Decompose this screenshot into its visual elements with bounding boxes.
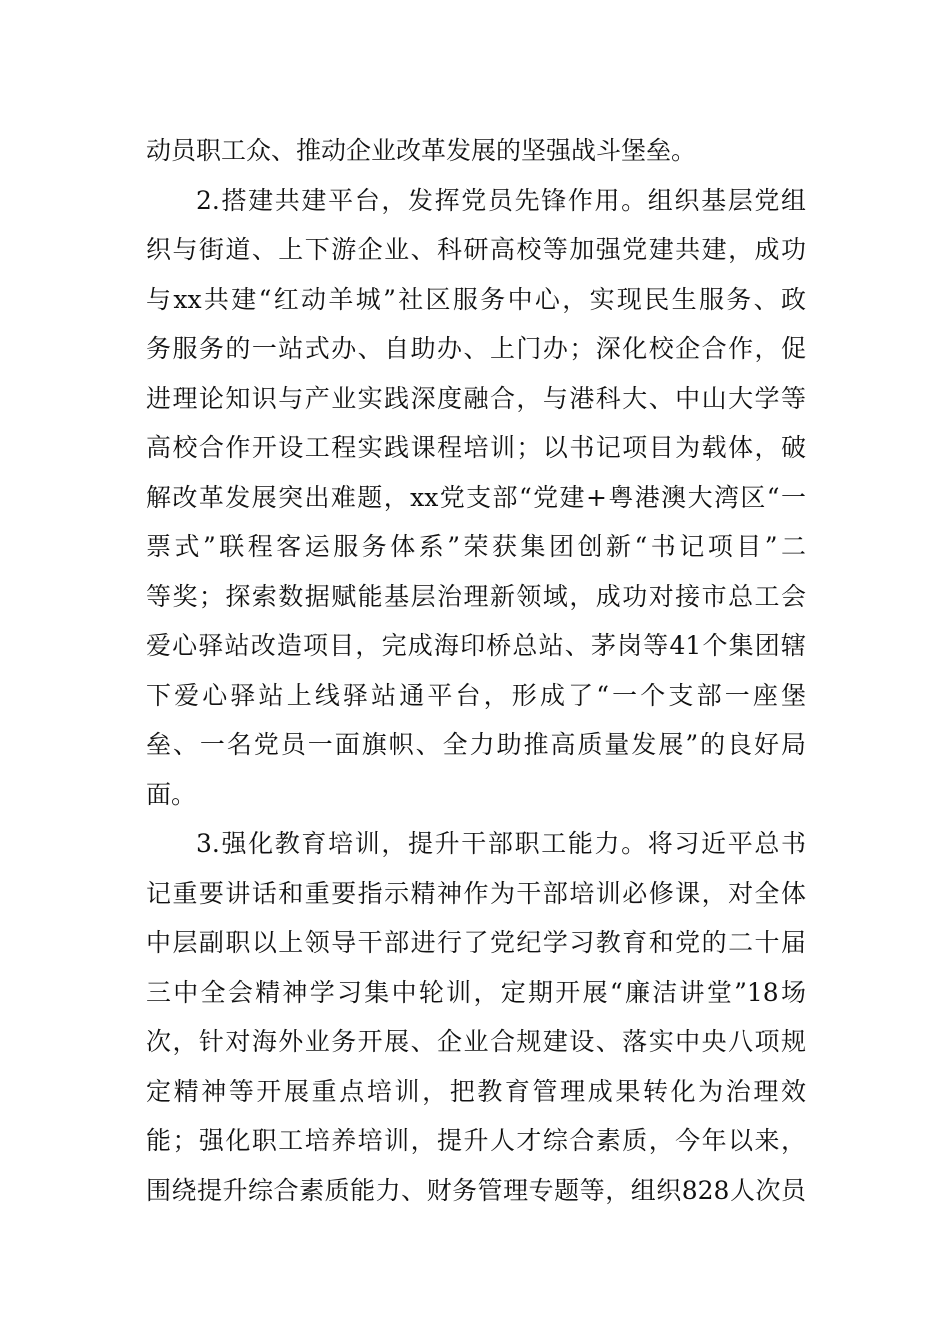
- paragraph-line: 高校合作开设工程实践课程培训；以书记项目为载体，破: [146, 433, 806, 462]
- paragraph-line: 能；强化职工培养培训，提升人才综合素质，今年以来，: [146, 1126, 806, 1155]
- paragraph-line: 进理论知识与产业实践深度融合，与港科大、中山大学等: [146, 383, 806, 413]
- paragraph-line: 中层副职以上领导干部进行了党纪学习教育和党的二十届: [146, 928, 806, 957]
- paragraph-line: 记重要讲话和重要指示精神作为干部培训必修课，对全体: [146, 878, 806, 908]
- paragraph-line: 面。: [146, 779, 197, 809]
- paragraph-line: 解改革发展突出难题，xx党支部“党建+粤港澳大湾区“一: [146, 482, 806, 512]
- paragraph-line: 爱心驿站改造项目，完成海印桥总站、茅岗等41个集团辖: [146, 631, 806, 660]
- paragraph-line: 动员职工众、推动企业改革发展的坚强战斗堡垒。: [146, 136, 697, 165]
- paragraph-line: 垒、一名党员一面旗帜、全力助推高质量发展”的良好局: [146, 730, 806, 759]
- paragraph-line: 下爱心驿站上线驿站通平台，形成了“一个支部一座堡: [146, 680, 806, 710]
- paragraph-line: 2.搭建共建平台，发挥党员先锋作用。组织基层党组: [196, 185, 806, 215]
- paragraph-line: 定精神等开展重点培训，把教育管理成果转化为治理效: [146, 1076, 806, 1106]
- paragraph-line: 织与街道、上下游企业、科研高校等加强党建共建，成功: [146, 235, 806, 264]
- paragraph-line: 3.强化教育培训，提升干部职工能力。将习近平总书: [196, 829, 806, 858]
- paragraph-line: 票式”联程客运服务体系”荣获集团创新“书记项目”二: [146, 532, 806, 561]
- paragraph-line: 次，针对海外业务开展、企业合规建设、落实中央八项规: [146, 1027, 806, 1056]
- paragraph-line: 围绕提升综合素质能力、财务管理专题等，组织828人次员: [146, 1175, 806, 1205]
- paragraph-line: 三中全会精神学习集中轮训，定期开展“廉洁讲堂”18场: [146, 977, 806, 1007]
- paragraph-line: 与xx共建“红动羊城”社区服务中心，实现民生服务、政: [146, 284, 806, 314]
- paragraph-line: 务服务的一站式办、自助办、上门办；深化校企合作，促: [146, 334, 806, 363]
- document-body: [146, 126, 806, 1215]
- paragraph-line: 等奖；探索数据赋能基层治理新领域，成功对接市总工会: [146, 581, 806, 611]
